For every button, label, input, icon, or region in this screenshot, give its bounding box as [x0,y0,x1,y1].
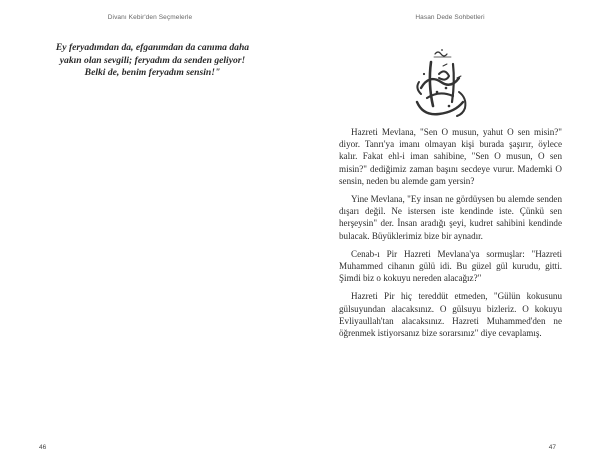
poem-line: yakın olan sevgili; feryadım da senden geliyor! [59,54,246,66]
paragraph: Hazreti Pir hiç tereddüt etmeden, "Gülün kokusunu gülsuyundan alacaksınız. O gülsuyu bizleriz. O kokuyu Evliyaullah'tan alacaksınız. Hazreti Muhammed'den ne öğrenmek istiyorsanız bize sorarsınız" diye cevaplamış. [339,291,562,339]
poem-line: Belki de, benim feryadım sensin!" [84,67,221,78]
running-header-right: Hasan Dede Sohbetleri [415,14,485,21]
poem-quote [30,42,275,80]
right-page [300,0,600,463]
paragraph: Hazreti Mevlana, "Sen O musun, yahut O sen misin?" diyor. Tanrı'ya imanı olmayan kişi burada şaşırır, öylece kalır. Fakat ehl-i iman sahibine, "Sen O musun, O sen misin?" dediğimiz zaman başını secdeye vurur. Mademki O sensin, neden bu alemde gam yersin? [339,127,562,186]
poem-line: Ey feryadımdan da, efganımdan da canıma daha [55,42,250,53]
paragraph: Cenab-ı Pir Hazreti Mevlana'ya sormuşlar: "Hazreti Muhammed cihanın gülü idi. Bu güzel gül kurudu, gitti. Şimdi biz o kokuyu nereden alacağız?" [339,248,562,284]
page-number-right: 47 [548,444,556,451]
arabic-calligraphy-ornament-icon [409,44,477,120]
page-number-left: 46 [39,444,47,451]
running-header-left: Divanı Kebir'den Seçmelerle [107,14,193,21]
body-text [339,126,562,345]
paragraph: Yine Mevlana, "Ey insan ne gördüysen bu alemde senden dışarı değil. Ne istersen iste kendinde iste. Çünkü sen herşeysin" der. İnsan aradığı şeyi, kudret sahibini kendinde bulacak. Büyüklerimiz bize bir aynadır. [339,194,562,241]
